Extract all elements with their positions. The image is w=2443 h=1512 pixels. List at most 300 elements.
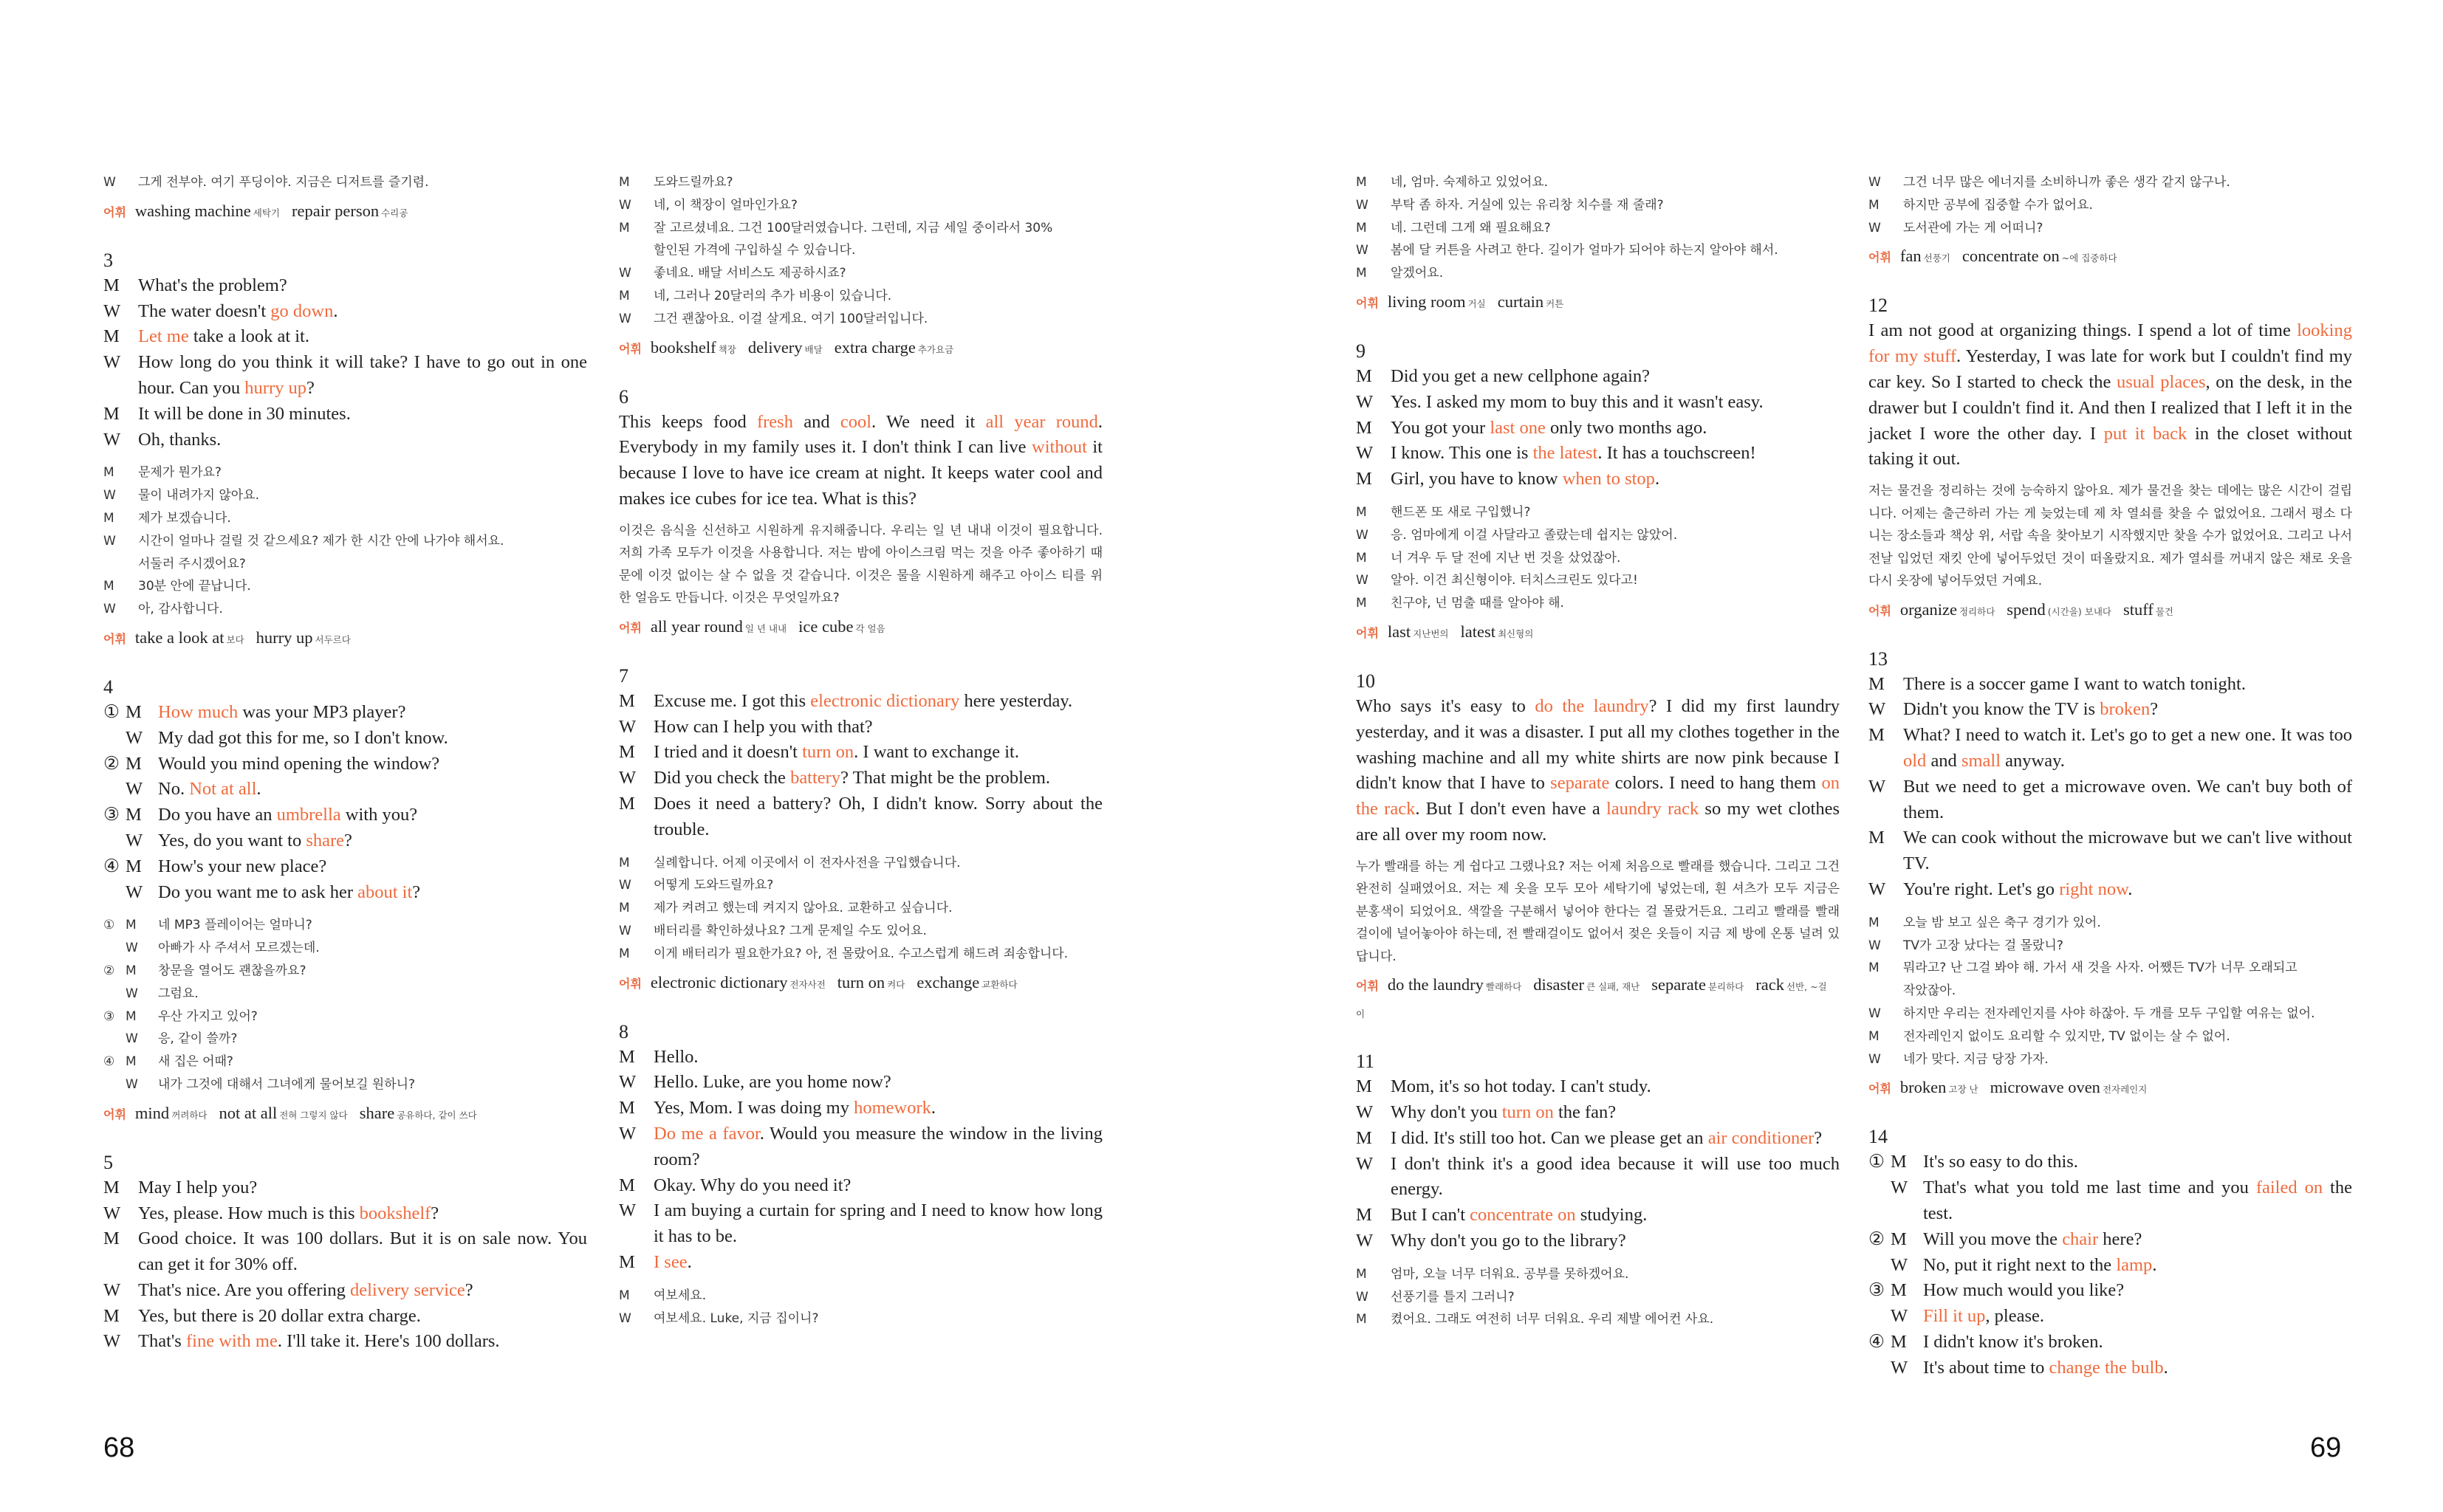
dialogue-line	[1868, 1175, 2352, 1227]
translation-passage: 이것은 음식을 신선하고 시원하게 유지해줍니다. 우리는 일 년 내내 이것이 필요합니다. 저희 가족 모두가 이것을 사용합니다. 저는 밤에 아이스크림 먹는 것을 아주 좋아하기 때문에 이것 없이는 살 수 없을 것 같습니다. 이것은 물을 시원하게 해주고 아이스 티를 위한 얼음도 만듭니다. 이것은 무엇일까요?	[619, 523, 1103, 606]
translation-line	[103, 960, 587, 983]
speaker-label: W	[1356, 1153, 1374, 1174]
speaker-label: W	[126, 727, 143, 748]
speaker-label: M	[1356, 596, 1367, 611]
text-segment: Did you get a new cellphone again?	[1391, 365, 1651, 386]
vocab-word: microwave oven	[1990, 1078, 2100, 1097]
highlight-phrase: How much	[158, 701, 239, 722]
option-marker	[103, 726, 126, 752]
speaker-label: M	[103, 1177, 120, 1197]
dialogue-line	[1356, 1203, 1840, 1228]
translation-text: 켰어요. 그래도 여전히 너무 더워요. 우리 제발 에어컨 사요.	[1391, 1312, 1714, 1327]
dialogue-text	[654, 1121, 1103, 1173]
dialogue-text	[138, 273, 587, 299]
highlight-phrase: Not at all	[189, 779, 257, 800]
dialogue-text	[158, 854, 587, 880]
highlight-phrase: old	[1903, 751, 1927, 772]
page-number-right: 69	[2310, 1432, 2342, 1463]
vocab-word: hurry up	[256, 628, 313, 647]
dialogue-line	[103, 299, 587, 325]
speaker-label: M	[126, 753, 142, 774]
text-segment: Does it need a battery? Oh, I didn't know. Sorry about the trouble.	[654, 793, 1103, 839]
vocabulary-list	[1356, 619, 1840, 647]
speaker-label: W	[1868, 938, 1881, 953]
vocab-word: mind	[134, 1103, 170, 1122]
option-marker: ②	[103, 963, 115, 977]
highlight-phrase: without	[1032, 437, 1087, 458]
question-number: 8	[619, 1020, 628, 1042]
highlight-phrase: about it	[357, 882, 413, 902]
dialogue-text	[1903, 672, 2352, 698]
vocab-meaning: 보다	[226, 633, 244, 645]
speaker-label: M	[1868, 197, 1880, 213]
speaker-label	[103, 553, 138, 576]
speaker-label: W	[1356, 1231, 1374, 1251]
vocab-word: broken	[1899, 1078, 1947, 1097]
text-segment: ? That might be the problem.	[840, 768, 1051, 788]
dialogue-line	[619, 740, 1103, 766]
translation-line	[1868, 935, 2352, 958]
vocab-meaning: 일 년 내내	[744, 622, 787, 634]
dialogue-line	[103, 1278, 587, 1304]
speaker-label: M	[1868, 961, 1880, 976]
translation-text: 새 집은 어때?	[158, 1054, 233, 1070]
speaker-label: M	[1356, 550, 1367, 566]
translation-line	[619, 217, 1103, 240]
translation-line	[103, 575, 587, 598]
text-segment: I don't think it's a good idea because it will use too much energy.	[1391, 1153, 1840, 1200]
dialogue-text	[654, 740, 1103, 766]
question-number: 9	[1356, 340, 1366, 362]
vocab-word: all year round	[650, 616, 743, 636]
text-segment: There is a soccer game I want to watch tonight.	[1903, 673, 2246, 694]
dialogue-text	[1391, 390, 1840, 416]
text-segment: Do you want me to ask her	[158, 882, 358, 902]
speaker-label: M	[103, 579, 114, 594]
text-segment: I am not good at organizing things. I spend a lot of time	[1868, 320, 2298, 341]
text-segment: and	[792, 411, 840, 432]
dialogue-line	[1356, 1228, 1840, 1254]
column-4	[1868, 171, 2352, 1381]
speaker-label: W	[1891, 1306, 1908, 1327]
text-segment: ?	[431, 1203, 439, 1223]
translation-text: 실례합니다. 어제 이곳에서 이 전자사전을 구입했습니다.	[654, 855, 961, 870]
speaker-label: W	[103, 1331, 121, 1352]
text-segment: .	[2152, 1254, 2157, 1275]
vocab-label: 어휘	[1356, 979, 1379, 994]
vocab-label: 어휘	[619, 620, 642, 635]
dialogue-line	[1868, 877, 2352, 903]
vocab-label: 어휘	[1356, 295, 1379, 310]
speaker-label: M	[126, 701, 142, 722]
translation-line	[1868, 980, 2352, 1003]
speaker-label: M	[619, 220, 630, 236]
dialogue-line	[1356, 1126, 1840, 1152]
dialogue-text	[138, 1329, 587, 1355]
translation-line	[619, 1285, 1103, 1307]
speaker-label: W	[619, 716, 637, 737]
dialogue-text	[654, 1096, 1103, 1121]
dialogue-text	[158, 803, 587, 828]
speaker-label: W	[1868, 776, 1886, 797]
translation-line	[103, 507, 587, 530]
text-segment: .	[2128, 879, 2133, 900]
dialogue-line	[103, 752, 587, 777]
vocab-word: living room	[1387, 292, 1466, 311]
speaker-label: W	[103, 175, 116, 190]
text-segment: This keeps food	[619, 411, 757, 432]
vocab-meaning: 꺼려하다	[171, 1109, 208, 1121]
vocab-meaning: 전자레인지	[2102, 1084, 2148, 1096]
text-segment: Hello. Luke, are you home now?	[654, 1072, 891, 1093]
option-marker	[103, 880, 126, 906]
translation-line	[1868, 217, 2352, 240]
translation-text: 작았잖아.	[1903, 983, 1956, 999]
vocab-label: 어휘	[1868, 250, 1891, 265]
speaker-label: M	[619, 288, 630, 303]
translation-text: 네가 맞다. 지금 당장 가자.	[1903, 1051, 2049, 1067]
translation-text: 우산 가지고 있어?	[158, 1008, 258, 1024]
translation-text: 내가 그것에 대해서 그녀에게 물어보길 원하니?	[158, 1076, 416, 1092]
dialogue-line	[103, 427, 587, 453]
dialogue-line	[1356, 1152, 1840, 1203]
translation-text: 네. 그런데 그게 왜 필요해요?	[1391, 220, 1551, 236]
highlight-phrase: right now	[2059, 879, 2128, 900]
speaker-label: W	[619, 878, 631, 893]
vocab-word: ice cube	[798, 616, 854, 636]
highlight-phrase: chair	[2062, 1228, 2099, 1249]
speaker-label: M	[1868, 1028, 1880, 1044]
translation-line	[619, 262, 1103, 285]
translation-line	[103, 1006, 587, 1028]
dialogue-text	[138, 402, 587, 427]
speaker-label: W	[126, 1031, 138, 1047]
vocab-word: concentrate on	[1961, 247, 2060, 266]
text-segment: We can cook without the microwave but we can't live without TV.	[1903, 828, 2352, 874]
speaker-label: W	[619, 1072, 637, 1093]
text-segment: How long do you think it will take? I have to go out in one hour. Can you	[138, 352, 587, 398]
translation-line	[619, 285, 1103, 308]
translation-text: 잘 고르셨네요. 그건 100달러였습니다. 그런데, 지금 세일 중이라서 30%	[654, 220, 1053, 236]
text-segment: was your MP3 player?	[238, 701, 406, 722]
vocab-word: turn on	[837, 972, 885, 992]
dialogue-line	[1868, 697, 2352, 723]
vocab-meaning: 큰 실패, 재난	[1586, 981, 1640, 993]
text-segment: Girl, you have to know	[1391, 469, 1563, 489]
speaker-label: W	[619, 1200, 637, 1221]
translation-line	[1356, 569, 1840, 592]
question-number: 11	[1356, 1051, 1375, 1073]
text-segment: Will you move the	[1923, 1228, 2063, 1249]
dialogue-text	[654, 1173, 1103, 1199]
speaker-label: M	[619, 1046, 635, 1067]
text-segment: Why don't you	[1391, 1102, 1502, 1123]
vocabulary-list	[1868, 1075, 2352, 1102]
speaker-label: M	[1356, 266, 1367, 281]
translation-text: 핸드폰 또 새로 구입했니?	[1391, 504, 1531, 520]
translation-text: 물이 내려가지 않아요.	[138, 488, 260, 504]
vocab-word: do the laundry	[1387, 975, 1484, 994]
dialogue-line	[103, 777, 587, 803]
translation-text: 네, 그러나 20달러의 추가 비용이 있습니다.	[654, 288, 892, 303]
translation-line	[103, 530, 587, 553]
dialogue-line	[103, 828, 587, 854]
highlight-phrase: do the laundry	[1535, 695, 1649, 716]
dialogue-line	[103, 1201, 587, 1227]
dialogue-text	[158, 828, 587, 854]
translation-line	[103, 484, 587, 507]
translation-line	[103, 937, 587, 960]
highlight-phrase: bookshelf	[359, 1203, 431, 1223]
text-segment: . We need it	[871, 411, 986, 432]
translation-text: 창문을 열어도 괜찮을까요?	[158, 963, 306, 978]
text-segment: here yesterday.	[959, 690, 1073, 711]
page-number-left: 68	[103, 1432, 135, 1463]
column-3	[1356, 171, 1840, 1331]
translation-text: 시간이 얼마나 걸릴 것 같으세요? 제가 한 시간 안에 나가야 해서요.	[138, 533, 504, 549]
dialogue-text	[1923, 1278, 2352, 1304]
text-segment: .	[2163, 1357, 2168, 1378]
translation-line	[619, 239, 1103, 262]
dialogue-line	[619, 766, 1103, 791]
translation-line	[1868, 912, 2352, 935]
text-segment: it because I love to have ice cream at night. It keeps water cool and makes ice cubes for ice tea. What is this?	[619, 437, 1103, 509]
translation-passage: 저는 물건을 정리하는 것에 능숙하지 않아요. 제가 물건을 찾는 데에는 많은 시간이 걸립니다. 어제는 출근하러 가는 게 늦었는데 제 차 열쇠를 찾을 수 없었어요. 그래서 평소 다니는 장소들과 책상 위, 서랍 속을 찾아보기 시작했지만 찾을 수가 없었어요. 그리고 나서 전날 입었던 재킷 안에 넣어두었던 것이 떠올랐지요. 제가 열쇠를 꺼내지 않은 채로 옷을 다시 옷장에 넣어두었던 거예요.	[1868, 484, 2352, 589]
text-segment: Yes, do you want to	[158, 830, 306, 850]
vocab-word: fan	[1899, 247, 1922, 266]
vocab-meaning: 서두르다	[315, 633, 351, 645]
speaker-label: M	[1891, 1280, 1907, 1301]
vocab-word: rack	[1755, 975, 1784, 994]
translation-line	[103, 983, 587, 1006]
dialogue-text	[1391, 364, 1840, 390]
vocab-label: 어휘	[103, 205, 126, 219]
translation-line	[1356, 194, 1840, 217]
vocab-word: bookshelf	[650, 337, 716, 357]
speaker-label: W	[1868, 879, 1886, 900]
highlight-phrase: the latest	[1532, 443, 1598, 464]
translation-line	[1868, 1003, 2352, 1025]
text-segment: . I want to exchange it.	[854, 742, 1019, 763]
text-segment: ?	[465, 1279, 473, 1300]
dialogue-line	[103, 1304, 587, 1330]
speaker-label: M	[1356, 1076, 1372, 1097]
speaker-label: W	[1891, 1357, 1908, 1378]
dialogue-text	[138, 427, 587, 453]
translation-line	[619, 194, 1103, 217]
translation-line	[1356, 501, 1840, 524]
text-segment: Why don't you go to the library?	[1391, 1231, 1626, 1251]
text-segment: .	[687, 1251, 692, 1272]
dialogue-text	[138, 1278, 587, 1304]
translation-line	[619, 920, 1103, 943]
text-segment: What? I need to watch it. Let's go to get a new one. It was too	[1903, 725, 2352, 746]
translation-text: 도와드릴까요?	[654, 175, 733, 190]
text-segment: Oh, thanks.	[138, 429, 222, 450]
speaker-label: W	[1356, 197, 1368, 213]
dialogue-line	[103, 803, 587, 828]
speaker-label: M	[126, 963, 137, 978]
translation-line	[1356, 1263, 1840, 1286]
vocabulary-list	[1356, 289, 1840, 317]
speaker-label: M	[1891, 1228, 1907, 1249]
highlight-phrase: cool	[840, 411, 872, 432]
highlight-phrase: Let me	[138, 326, 189, 347]
highlight-phrase: when to stop	[1562, 469, 1655, 489]
translation-text: TV가 고장 났다는 걸 몰랐니?	[1903, 938, 2063, 953]
translation-line	[1356, 217, 1840, 240]
speaker-label: M	[1356, 365, 1372, 386]
translation-text: 네 MP3 플레이어는 얼마니?	[158, 918, 312, 933]
translation-text: 전자레인지 없이도 요리할 수 있지만, TV 없이는 살 수 없어.	[1903, 1028, 2230, 1044]
option-marker: ③	[1868, 1280, 1885, 1301]
speaker-label: W	[1356, 573, 1368, 588]
highlight-phrase: hurry up	[244, 377, 306, 398]
vocab-meaning: 각 얼음	[855, 622, 885, 634]
speaker-label: W	[619, 768, 637, 788]
highlight-phrase: separate	[1550, 773, 1610, 794]
translation-line	[103, 553, 587, 576]
speaker-label: M	[103, 275, 120, 295]
highlight-phrase: turn on	[1501, 1102, 1554, 1123]
highlight-phrase: looking for my stuff	[1868, 320, 2352, 367]
translation-passage: 누가 빨래를 하는 게 쉽다고 그랬나요? 저는 어제 처음으로 빨래를 했습니다. 그리고 그건 완전히 실패였어요. 저는 제 옷을 모두 모아 세탁기에 넣었는데, 흰 셔츠가 모두 지금은 분홍색이 되었어요. 색깔을 구분해서 넣어야 한다는 걸 몰랐거든요. 그리고 빨래를 빨래걸이에 널어놓아야 하는데, 전 빨래걸이도 없어서 젖은 옷들이 지금 제 방에 온통 널려 있답니다.	[1356, 859, 1840, 964]
speaker-label: M	[1356, 1205, 1372, 1226]
spacer	[103, 905, 587, 914]
text-segment: Yes, but there is 20 dollar extra charge.	[138, 1305, 421, 1326]
text-segment: take a look at it.	[188, 326, 309, 347]
dialogue-line	[1356, 390, 1840, 416]
dialogue-text	[654, 766, 1103, 791]
translation-line	[1868, 1048, 2352, 1071]
vocab-word: separate	[1651, 975, 1706, 994]
translation-text: 그게 전부야. 여기 푸딩이야. 지금은 디저트를 즐기렴.	[138, 175, 429, 190]
speaker-label: W	[619, 1123, 637, 1144]
dialogue-line	[103, 726, 587, 752]
dialogue-line	[1356, 364, 1840, 390]
vocab-meaning: 분리하다	[1707, 981, 1744, 993]
dialogue-text	[1923, 1330, 2352, 1355]
translation-line	[1868, 1025, 2352, 1048]
text-segment: No.	[158, 779, 190, 800]
vocab-meaning: 고장 난	[1948, 1084, 1978, 1096]
speaker-label: M	[619, 901, 630, 916]
highlight-phrase: on the rack	[1356, 773, 1840, 819]
vocab-meaning: ~에 집중하다	[2061, 252, 2117, 264]
speaker-label: M	[126, 918, 137, 933]
text-segment: . Yesterday, I was late for work but I couldn't find my car key. So I started to check the	[1868, 346, 2352, 392]
vocab-label: 어휘	[103, 631, 126, 646]
dialogue-line	[103, 700, 587, 726]
speaker-label: M	[1868, 915, 1880, 930]
speaker-label: W	[1868, 699, 1886, 720]
text-segment: so my wet clothes are all over my room now.	[1356, 799, 1840, 845]
dialogue-line	[619, 1250, 1103, 1276]
text-segment: . Everybody in my family uses it. I don't think I can live	[619, 411, 1103, 458]
text-segment: Would you mind opening the window?	[158, 753, 440, 774]
text-segment: ?	[306, 377, 315, 398]
translation-line	[1868, 171, 2352, 194]
dialogue-text	[1391, 1100, 1840, 1126]
question-number: 6	[619, 385, 628, 408]
speaker-label: W	[1868, 1051, 1881, 1067]
dialogue-line	[103, 350, 587, 402]
vocab-meaning: 배달	[804, 343, 823, 355]
vocab-meaning: 전자사전	[789, 978, 826, 990]
vocabulary-list	[103, 1101, 587, 1128]
translation-line	[1356, 239, 1840, 262]
translation-text: 할인된 가격에 구입하실 수 있습니다.	[654, 243, 856, 258]
text-segment: ?	[2150, 699, 2159, 720]
translation-text: 친구야, 넌 멈출 때를 알아야 해.	[1391, 596, 1564, 611]
speaker-label: M	[126, 805, 142, 825]
translation-text: 서둘러 주시겠어요?	[138, 556, 246, 571]
vocab-meaning: 커튼	[1546, 298, 1564, 309]
vocabulary-list	[619, 970, 1103, 997]
speaker-label: M	[103, 1228, 120, 1249]
dialogue-text	[1391, 1126, 1840, 1152]
option-marker: ④	[103, 1054, 115, 1069]
dialogue-line	[619, 1173, 1103, 1199]
speaker-label: M	[1356, 1127, 1372, 1148]
option-marker: ①	[103, 918, 115, 932]
text-segment: . Would you measure the window in the living room?	[654, 1123, 1103, 1169]
dialogue-line	[103, 402, 587, 427]
speaker-label: M	[619, 1098, 635, 1118]
highlight-phrase: I see	[654, 1251, 688, 1272]
question-number: 3	[103, 249, 113, 271]
text-segment: Good choice. It was 100 dollars. But it is on sale now. You can get it for 30% off.	[138, 1228, 587, 1275]
highlight-phrase: fresh	[756, 411, 793, 432]
vocab-meaning: 선반, ~걸이	[1356, 981, 1827, 1020]
vocab-meaning: (시간을) 보내다	[2047, 605, 2111, 617]
text-segment: colors. I need to hang them	[1609, 773, 1822, 794]
vocab-meaning: 정리하다	[1959, 605, 1995, 617]
dialogue-line	[1868, 1278, 2352, 1304]
speaker-label: W	[103, 300, 121, 321]
option-marker: ①	[1868, 1152, 1885, 1172]
highlight-phrase: homework	[854, 1098, 931, 1118]
speaker-label: M	[1891, 1152, 1907, 1172]
speaker-label: M	[1868, 828, 1885, 848]
highlight-phrase: lamp	[2116, 1254, 2153, 1275]
speaker-label: M	[103, 510, 114, 526]
dialogue-line	[1356, 416, 1840, 441]
vocab-meaning: 세탁기	[253, 207, 280, 219]
translation-text: 제가 보겠습니다.	[138, 510, 231, 526]
dialogue-text	[1391, 1228, 1840, 1254]
vocab-label: 어휘	[1868, 603, 1891, 618]
dialogue-line	[619, 1198, 1103, 1250]
dialogue-line	[103, 880, 587, 906]
vocabulary-list	[103, 625, 587, 653]
text-segment: No, put it right next to the	[1923, 1254, 2117, 1275]
translation-text: 그건 괜찮아요. 이걸 살게요. 여기 100달러입니다.	[654, 311, 928, 326]
dialogue-text	[1391, 467, 1840, 492]
translation-line	[619, 874, 1103, 897]
dialogue-line	[619, 1070, 1103, 1096]
text-segment: Excuse me. I got this	[654, 690, 811, 711]
speaker-label: M	[619, 1288, 630, 1303]
translation-text: 여보세요. Luke, 지금 집이니?	[654, 1310, 819, 1326]
translation-line	[1356, 524, 1840, 547]
dialogue-text	[1923, 1227, 2352, 1253]
translation-text: 네, 엄마. 숙제하고 있었어요.	[1391, 175, 1549, 190]
translation-text: 응, 같이 쓸까?	[158, 1031, 238, 1047]
dialogue-text	[138, 1304, 587, 1330]
vocab-label: 어휘	[1356, 625, 1379, 640]
highlight-phrase: Do me a favor	[654, 1123, 760, 1144]
